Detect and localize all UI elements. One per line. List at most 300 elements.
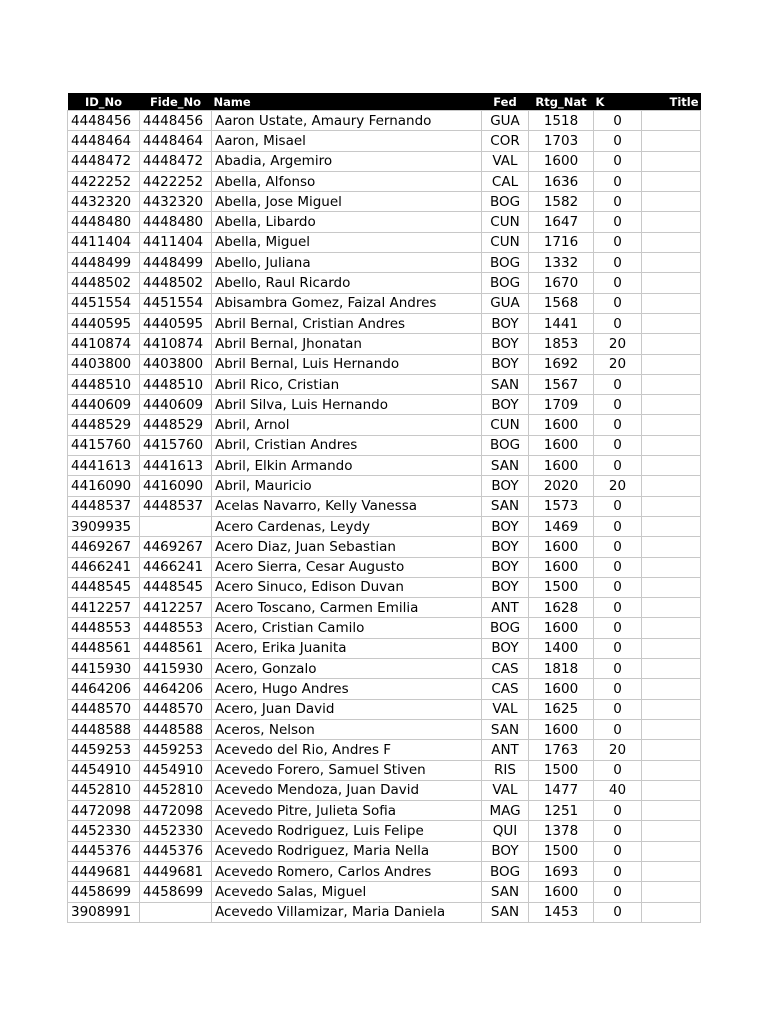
cell-fed: BOG bbox=[482, 861, 529, 881]
cell-fed: SAN bbox=[482, 374, 529, 394]
cell-title bbox=[642, 212, 701, 232]
cell-title bbox=[642, 821, 701, 841]
cell-fide-no: 4432320 bbox=[140, 192, 212, 212]
cell-id-no: 4432320 bbox=[68, 192, 140, 212]
cell-k: 0 bbox=[594, 598, 642, 618]
cell-fed: CUN bbox=[482, 212, 529, 232]
cell-id-no: 4452810 bbox=[68, 780, 140, 800]
cell-k: 0 bbox=[594, 131, 642, 151]
cell-rtg-nat: 1378 bbox=[529, 821, 594, 841]
cell-fed: VAL bbox=[482, 699, 529, 719]
table-row bbox=[68, 232, 701, 252]
cell-fide-no: 4448537 bbox=[140, 496, 212, 516]
cell-name: Acevedo Romero, Carlos Andres bbox=[212, 861, 482, 881]
cell-name: Abril Bernal, Luis Hernando bbox=[212, 354, 482, 374]
cell-title bbox=[642, 415, 701, 435]
cell-k: 0 bbox=[594, 293, 642, 313]
cell-name: Abella, Alfonso bbox=[212, 171, 482, 191]
cell-title bbox=[642, 557, 701, 577]
table-row bbox=[68, 719, 701, 739]
cell-id-no: 4448537 bbox=[68, 496, 140, 516]
table-row bbox=[68, 699, 701, 719]
cell-rtg-nat: 1573 bbox=[529, 496, 594, 516]
cell-id-no: 4422252 bbox=[68, 171, 140, 191]
cell-fide-no: 4459253 bbox=[140, 740, 212, 760]
table-row bbox=[68, 801, 701, 821]
cell-fed: VAL bbox=[482, 780, 529, 800]
cell-id-no: 4452330 bbox=[68, 821, 140, 841]
cell-name: Acevedo Forero, Samuel Stiven bbox=[212, 760, 482, 780]
cell-name: Acevedo Rodriguez, Luis Felipe bbox=[212, 821, 482, 841]
table-row bbox=[68, 679, 701, 699]
cell-title bbox=[642, 760, 701, 780]
table-row bbox=[68, 415, 701, 435]
cell-fide-no: 4411404 bbox=[140, 232, 212, 252]
cell-k: 0 bbox=[594, 699, 642, 719]
table-body bbox=[68, 111, 701, 923]
cell-k: 0 bbox=[594, 821, 642, 841]
cell-rtg-nat: 1500 bbox=[529, 760, 594, 780]
cell-title bbox=[642, 273, 701, 293]
cell-id-no: 4448502 bbox=[68, 273, 140, 293]
table-row bbox=[68, 740, 701, 760]
cell-id-no: 4466241 bbox=[68, 557, 140, 577]
cell-fed: BOG bbox=[482, 435, 529, 455]
cell-id-no: 4448464 bbox=[68, 131, 140, 151]
cell-fed: SAN bbox=[482, 496, 529, 516]
cell-name: Acero, Gonzalo bbox=[212, 659, 482, 679]
table-row bbox=[68, 598, 701, 618]
cell-title bbox=[642, 516, 701, 536]
cell-rtg-nat: 2020 bbox=[529, 476, 594, 496]
cell-rtg-nat: 1600 bbox=[529, 557, 594, 577]
cell-title bbox=[642, 841, 701, 861]
cell-fide-no: 4448456 bbox=[140, 111, 212, 131]
cell-name: Abril, Cristian Andres bbox=[212, 435, 482, 455]
table-row bbox=[68, 496, 701, 516]
cell-name: Acero Cardenas, Leydy bbox=[212, 516, 482, 536]
table-row bbox=[68, 456, 701, 476]
cell-id-no: 4448456 bbox=[68, 111, 140, 131]
cell-name: Abello, Raul Ricardo bbox=[212, 273, 482, 293]
cell-rtg-nat: 1453 bbox=[529, 902, 594, 922]
cell-fed: COR bbox=[482, 131, 529, 151]
cell-k: 0 bbox=[594, 253, 642, 273]
cell-name: Aceros, Nelson bbox=[212, 719, 482, 739]
cell-k: 0 bbox=[594, 232, 642, 252]
cell-fide-no: 4403800 bbox=[140, 354, 212, 374]
cell-rtg-nat: 1703 bbox=[529, 131, 594, 151]
cell-name: Abril Rico, Cristian bbox=[212, 374, 482, 394]
table-row bbox=[68, 577, 701, 597]
table-row bbox=[68, 638, 701, 658]
cell-fed: SAN bbox=[482, 456, 529, 476]
cell-k: 0 bbox=[594, 415, 642, 435]
cell-fed: CAL bbox=[482, 171, 529, 191]
cell-fide-no bbox=[140, 516, 212, 536]
cell-title bbox=[642, 577, 701, 597]
table-row bbox=[68, 537, 701, 557]
cell-fide-no: 4440609 bbox=[140, 395, 212, 415]
table-row bbox=[68, 618, 701, 638]
cell-k: 0 bbox=[594, 659, 642, 679]
cell-k: 0 bbox=[594, 557, 642, 577]
table-row bbox=[68, 760, 701, 780]
cell-fed: ANT bbox=[482, 740, 529, 760]
cell-fide-no: 4440595 bbox=[140, 313, 212, 333]
cell-title bbox=[642, 171, 701, 191]
header-row bbox=[68, 93, 701, 111]
cell-k: 0 bbox=[594, 192, 642, 212]
cell-fide-no: 4410874 bbox=[140, 334, 212, 354]
cell-title bbox=[642, 313, 701, 333]
table-row bbox=[68, 557, 701, 577]
player-table bbox=[67, 93, 701, 923]
cell-name: Acero Diaz, Juan Sebastian bbox=[212, 537, 482, 557]
cell-fide-no: 4452810 bbox=[140, 780, 212, 800]
cell-name: Abril, Elkin Armando bbox=[212, 456, 482, 476]
cell-k: 0 bbox=[594, 212, 642, 232]
cell-fide-no: 4416090 bbox=[140, 476, 212, 496]
cell-rtg-nat: 1251 bbox=[529, 801, 594, 821]
cell-rtg-nat: 1636 bbox=[529, 171, 594, 191]
cell-fed: GUA bbox=[482, 111, 529, 131]
cell-title bbox=[642, 719, 701, 739]
cell-rtg-nat: 1600 bbox=[529, 537, 594, 557]
cell-fide-no: 4445376 bbox=[140, 841, 212, 861]
cell-name: Acero Sinuco, Edison Duvan bbox=[212, 577, 482, 597]
cell-id-no: 4454910 bbox=[68, 760, 140, 780]
cell-fide-no: 4448499 bbox=[140, 253, 212, 273]
cell-fed: SAN bbox=[482, 882, 529, 902]
cell-id-no: 4448480 bbox=[68, 212, 140, 232]
table-row bbox=[68, 111, 701, 131]
cell-name: Abril, Mauricio bbox=[212, 476, 482, 496]
cell-id-no: 4449681 bbox=[68, 861, 140, 881]
cell-fide-no: 4451554 bbox=[140, 293, 212, 313]
cell-title bbox=[642, 293, 701, 313]
cell-k: 0 bbox=[594, 374, 642, 394]
cell-fed: BOG bbox=[482, 192, 529, 212]
cell-fide-no: 4448464 bbox=[140, 131, 212, 151]
cell-name: Abadia, Argemiro bbox=[212, 151, 482, 171]
cell-title bbox=[642, 496, 701, 516]
cell-fide-no: 4454910 bbox=[140, 760, 212, 780]
cell-title bbox=[642, 638, 701, 658]
cell-fide-no: 4472098 bbox=[140, 801, 212, 821]
table-row bbox=[68, 516, 701, 536]
cell-k: 0 bbox=[594, 841, 642, 861]
cell-id-no: 4459253 bbox=[68, 740, 140, 760]
cell-fide-no: 4441613 bbox=[140, 456, 212, 476]
cell-id-no: 4448570 bbox=[68, 699, 140, 719]
cell-id-no: 3908991 bbox=[68, 902, 140, 922]
table-row bbox=[68, 334, 701, 354]
cell-name: Acero, Hugo Andres bbox=[212, 679, 482, 699]
cell-name: Abril Bernal, Cristian Andres bbox=[212, 313, 482, 333]
cell-title bbox=[642, 861, 701, 881]
cell-title bbox=[642, 902, 701, 922]
cell-name: Abello, Juliana bbox=[212, 253, 482, 273]
column-header-k: K bbox=[594, 93, 642, 111]
cell-k: 0 bbox=[594, 861, 642, 881]
cell-name: Abril Bernal, Jhonatan bbox=[212, 334, 482, 354]
cell-fed: BOG bbox=[482, 273, 529, 293]
table-row bbox=[68, 902, 701, 922]
cell-k: 0 bbox=[594, 801, 642, 821]
cell-title bbox=[642, 780, 701, 800]
cell-fide-no: 4466241 bbox=[140, 557, 212, 577]
cell-rtg-nat: 1600 bbox=[529, 456, 594, 476]
cell-k: 0 bbox=[594, 618, 642, 638]
table-row bbox=[68, 841, 701, 861]
cell-title bbox=[642, 151, 701, 171]
table-row bbox=[68, 212, 701, 232]
cell-fed: CAS bbox=[482, 659, 529, 679]
cell-rtg-nat: 1818 bbox=[529, 659, 594, 679]
cell-rtg-nat: 1647 bbox=[529, 212, 594, 232]
cell-id-no: 4441613 bbox=[68, 456, 140, 476]
cell-rtg-nat: 1500 bbox=[529, 577, 594, 597]
cell-id-no: 4464206 bbox=[68, 679, 140, 699]
table-row bbox=[68, 354, 701, 374]
cell-name: Acevedo Salas, Miguel bbox=[212, 882, 482, 902]
cell-fed: GUA bbox=[482, 293, 529, 313]
cell-title bbox=[642, 192, 701, 212]
cell-name: Abella, Libardo bbox=[212, 212, 482, 232]
cell-title bbox=[642, 395, 701, 415]
cell-k: 20 bbox=[594, 740, 642, 760]
cell-fide-no: 4464206 bbox=[140, 679, 212, 699]
cell-title bbox=[642, 374, 701, 394]
cell-id-no: 4472098 bbox=[68, 801, 140, 821]
cell-fed: BOY bbox=[482, 334, 529, 354]
cell-name: Acero, Cristian Camilo bbox=[212, 618, 482, 638]
cell-rtg-nat: 1709 bbox=[529, 395, 594, 415]
cell-rtg-nat: 1853 bbox=[529, 334, 594, 354]
table-row bbox=[68, 151, 701, 171]
cell-id-no: 4415760 bbox=[68, 435, 140, 455]
cell-id-no: 4440595 bbox=[68, 313, 140, 333]
cell-rtg-nat: 1692 bbox=[529, 354, 594, 374]
table-row bbox=[68, 659, 701, 679]
cell-rtg-nat: 1600 bbox=[529, 719, 594, 739]
table-row bbox=[68, 192, 701, 212]
cell-id-no: 4451554 bbox=[68, 293, 140, 313]
cell-k: 0 bbox=[594, 577, 642, 597]
cell-k: 0 bbox=[594, 456, 642, 476]
cell-k: 0 bbox=[594, 171, 642, 191]
table-row bbox=[68, 273, 701, 293]
cell-rtg-nat: 1600 bbox=[529, 415, 594, 435]
cell-fide-no: 4448588 bbox=[140, 719, 212, 739]
cell-k: 20 bbox=[594, 334, 642, 354]
cell-name: Acelas Navarro, Kelly Vanessa bbox=[212, 496, 482, 516]
cell-k: 0 bbox=[594, 111, 642, 131]
cell-id-no: 4448545 bbox=[68, 577, 140, 597]
table-row bbox=[68, 293, 701, 313]
table-row bbox=[68, 821, 701, 841]
cell-rtg-nat: 1441 bbox=[529, 313, 594, 333]
cell-fed: BOY bbox=[482, 577, 529, 597]
table-row bbox=[68, 395, 701, 415]
cell-title bbox=[642, 699, 701, 719]
cell-fide-no: 4448561 bbox=[140, 638, 212, 658]
cell-k: 0 bbox=[594, 638, 642, 658]
cell-name: Abril, Arnol bbox=[212, 415, 482, 435]
cell-k: 0 bbox=[594, 902, 642, 922]
cell-id-no: 4416090 bbox=[68, 476, 140, 496]
cell-fed: BOG bbox=[482, 253, 529, 273]
cell-title bbox=[642, 435, 701, 455]
cell-title bbox=[642, 659, 701, 679]
cell-fed: BOY bbox=[482, 841, 529, 861]
cell-id-no: 4445376 bbox=[68, 841, 140, 861]
cell-title bbox=[642, 232, 701, 252]
cell-title bbox=[642, 537, 701, 557]
cell-k: 0 bbox=[594, 516, 642, 536]
cell-fed: VAL bbox=[482, 151, 529, 171]
cell-fide-no: 4448570 bbox=[140, 699, 212, 719]
cell-title bbox=[642, 131, 701, 151]
column-header-name: Name bbox=[212, 93, 482, 111]
cell-fed: CUN bbox=[482, 415, 529, 435]
cell-fide-no bbox=[140, 902, 212, 922]
cell-fide-no: 4448545 bbox=[140, 577, 212, 597]
cell-id-no: 4403800 bbox=[68, 354, 140, 374]
cell-fed: BOY bbox=[482, 557, 529, 577]
cell-rtg-nat: 1625 bbox=[529, 699, 594, 719]
cell-fed: MAG bbox=[482, 801, 529, 821]
table-row bbox=[68, 882, 701, 902]
table-header bbox=[68, 93, 701, 111]
cell-k: 0 bbox=[594, 435, 642, 455]
cell-rtg-nat: 1670 bbox=[529, 273, 594, 293]
cell-rtg-nat: 1477 bbox=[529, 780, 594, 800]
cell-id-no: 3909935 bbox=[68, 516, 140, 536]
cell-id-no: 4448529 bbox=[68, 415, 140, 435]
cell-fed: CAS bbox=[482, 679, 529, 699]
cell-fide-no: 4412257 bbox=[140, 598, 212, 618]
cell-name: Acevedo Pitre, Julieta Sofia bbox=[212, 801, 482, 821]
cell-k: 0 bbox=[594, 760, 642, 780]
table-row bbox=[68, 861, 701, 881]
cell-fed: BOY bbox=[482, 516, 529, 536]
cell-rtg-nat: 1568 bbox=[529, 293, 594, 313]
cell-rtg-nat: 1600 bbox=[529, 882, 594, 902]
cell-name: Acevedo Villamizar, Maria Daniela bbox=[212, 902, 482, 922]
cell-fed: ANT bbox=[482, 598, 529, 618]
cell-fide-no: 4458699 bbox=[140, 882, 212, 902]
cell-rtg-nat: 1600 bbox=[529, 679, 594, 699]
cell-fed: BOY bbox=[482, 476, 529, 496]
cell-k: 20 bbox=[594, 354, 642, 374]
table-row bbox=[68, 171, 701, 191]
cell-rtg-nat: 1500 bbox=[529, 841, 594, 861]
cell-rtg-nat: 1763 bbox=[529, 740, 594, 760]
cell-fide-no: 4415760 bbox=[140, 435, 212, 455]
cell-k: 0 bbox=[594, 537, 642, 557]
cell-k: 0 bbox=[594, 719, 642, 739]
cell-k: 0 bbox=[594, 679, 642, 699]
cell-title bbox=[642, 801, 701, 821]
column-header-fed: Fed bbox=[482, 93, 529, 111]
cell-id-no: 4440609 bbox=[68, 395, 140, 415]
cell-k: 0 bbox=[594, 273, 642, 293]
cell-name: Acero Toscano, Carmen Emilia bbox=[212, 598, 482, 618]
cell-fed: CUN bbox=[482, 232, 529, 252]
cell-name: Acevedo del Rio, Andres F bbox=[212, 740, 482, 760]
cell-name: Abella, Miguel bbox=[212, 232, 482, 252]
cell-name: Abisambra Gomez, Faizal Andres bbox=[212, 293, 482, 313]
cell-id-no: 4448499 bbox=[68, 253, 140, 273]
table-row bbox=[68, 780, 701, 800]
cell-rtg-nat: 1693 bbox=[529, 861, 594, 881]
cell-id-no: 4411404 bbox=[68, 232, 140, 252]
cell-id-no: 4448472 bbox=[68, 151, 140, 171]
cell-name: Acero, Juan David bbox=[212, 699, 482, 719]
table-row bbox=[68, 476, 701, 496]
cell-name: Acero Sierra, Cesar Augusto bbox=[212, 557, 482, 577]
cell-id-no: 4448588 bbox=[68, 719, 140, 739]
cell-title bbox=[642, 679, 701, 699]
cell-fide-no: 4422252 bbox=[140, 171, 212, 191]
cell-rtg-nat: 1469 bbox=[529, 516, 594, 536]
cell-title bbox=[642, 456, 701, 476]
table-row bbox=[68, 313, 701, 333]
cell-fide-no: 4448472 bbox=[140, 151, 212, 171]
cell-rtg-nat: 1600 bbox=[529, 151, 594, 171]
cell-fed: RIS bbox=[482, 760, 529, 780]
cell-fide-no: 4415930 bbox=[140, 659, 212, 679]
cell-rtg-nat: 1332 bbox=[529, 253, 594, 273]
cell-fide-no: 4452330 bbox=[140, 821, 212, 841]
cell-id-no: 4410874 bbox=[68, 334, 140, 354]
cell-fed: BOY bbox=[482, 313, 529, 333]
column-header-title: Title bbox=[642, 93, 701, 111]
cell-k: 0 bbox=[594, 395, 642, 415]
cell-fide-no: 4448553 bbox=[140, 618, 212, 638]
cell-title bbox=[642, 111, 701, 131]
cell-fide-no: 4469267 bbox=[140, 537, 212, 557]
cell-fide-no: 4449681 bbox=[140, 861, 212, 881]
cell-rtg-nat: 1600 bbox=[529, 618, 594, 638]
cell-k: 0 bbox=[594, 313, 642, 333]
cell-title bbox=[642, 740, 701, 760]
cell-title bbox=[642, 598, 701, 618]
cell-k: 40 bbox=[594, 780, 642, 800]
cell-fed: BOY bbox=[482, 537, 529, 557]
cell-rtg-nat: 1518 bbox=[529, 111, 594, 131]
column-header-rtg-nat: Rtg_Nat bbox=[529, 93, 594, 111]
cell-fed: BOY bbox=[482, 638, 529, 658]
cell-id-no: 4469267 bbox=[68, 537, 140, 557]
cell-k: 0 bbox=[594, 151, 642, 171]
cell-title bbox=[642, 334, 701, 354]
cell-id-no: 4412257 bbox=[68, 598, 140, 618]
cell-name: Aaron, Misael bbox=[212, 131, 482, 151]
cell-id-no: 4415930 bbox=[68, 659, 140, 679]
cell-rtg-nat: 1400 bbox=[529, 638, 594, 658]
cell-k: 20 bbox=[594, 476, 642, 496]
cell-name: Acevedo Mendoza, Juan David bbox=[212, 780, 482, 800]
cell-k: 0 bbox=[594, 496, 642, 516]
cell-fide-no: 4448510 bbox=[140, 374, 212, 394]
cell-rtg-nat: 1716 bbox=[529, 232, 594, 252]
cell-rtg-nat: 1600 bbox=[529, 435, 594, 455]
cell-fide-no: 4448529 bbox=[140, 415, 212, 435]
table-row bbox=[68, 131, 701, 151]
